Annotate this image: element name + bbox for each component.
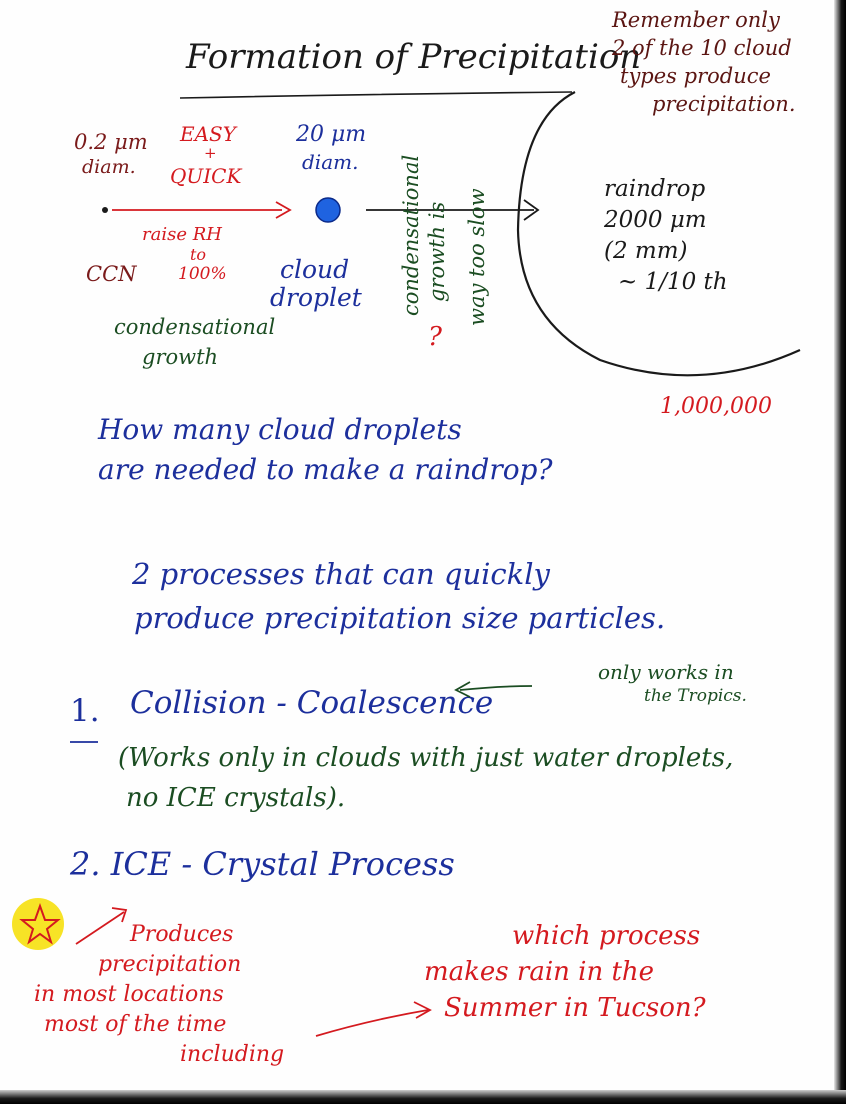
intro-line: produce precipitation size particles. [134,601,666,635]
produces-line: most of the time [44,1012,227,1037]
rh-percent-label: 100% [178,264,227,284]
yellow-highlight-circle [12,898,64,950]
produces-line: precipitation [98,952,242,977]
page-title: Formation of Precipitation [186,37,642,77]
item-1-note-line: no ICE crystals). [126,783,346,813]
ccn-dot-icon [102,207,108,213]
cloud-droplet-line: cloud [280,255,350,284]
tucson-line: which process [512,921,701,951]
produces-line: Produces [130,922,234,947]
question-mark: ? [428,322,442,352]
droplets-answer: 1,000,000 [660,394,772,419]
scan-edge-right [834,0,846,1104]
plus-label: + [204,144,217,162]
reminder-line: precipitation. [652,92,796,116]
cloud-droplet-diam: diam. [302,150,359,174]
raise-rh-label: raise RH [142,224,222,245]
tucson-line: Summer in Tucson? [444,993,706,1023]
raindrop-outline-icon [518,92,800,375]
quick-label: QUICK [170,164,242,188]
slow-note-line: growth is [425,201,449,302]
slow-note-line: way too slow [465,188,489,326]
item-1-number: 1. [70,693,100,729]
cloud-droplet-line: droplet [270,283,362,312]
item-1-title: Collision - Coalescence [130,685,494,721]
cloud-droplet-icon [316,198,340,222]
scan-edge-bottom [0,1090,846,1104]
slow-note-line: condensational [399,154,423,316]
raindrop-line: ~ 1/10 th [618,269,728,295]
produces-line: in most locations [34,982,224,1007]
growth-line: condensational [114,315,276,339]
raindrop-line: raindrop [604,176,706,202]
produces-line: including [180,1042,285,1067]
reminder-line: types produce [620,64,771,88]
tucson-arrow-icon [316,1010,428,1036]
question-line: How many cloud droplets [98,413,462,446]
title-underline [180,92,572,98]
question-line: are needed to make a raindrop? [98,453,553,486]
cloud-droplet-size: 20 μm [296,122,367,147]
tropics-arrow-icon [460,686,532,690]
produces-arrow-icon [76,912,124,944]
tucson-line: makes rain in the [424,957,655,987]
ccn-size: 0.2 μm [74,130,148,154]
item-2-title: 2. ICE - Crystal Process [70,845,455,883]
tropics-line: only works in [598,660,734,684]
tropics-line: the Tropics. [644,686,747,706]
ccn-label: CCN [86,262,137,286]
item-1-note-line: (Works only in clouds with just water droplets, [118,743,734,773]
intro-line: 2 processes that can quickly [132,557,550,591]
easy-label: EASY [180,122,236,146]
reminder-line: 2 of the 10 cloud [612,36,792,60]
raindrop-line: (2 mm) [604,238,688,264]
raindrop-line: 2000 μm [604,207,707,233]
reminder-line: Remember only [612,8,780,32]
growth-line: growth [142,345,219,369]
to-label: to [190,245,207,264]
ccn-diam: diam. [82,156,136,178]
